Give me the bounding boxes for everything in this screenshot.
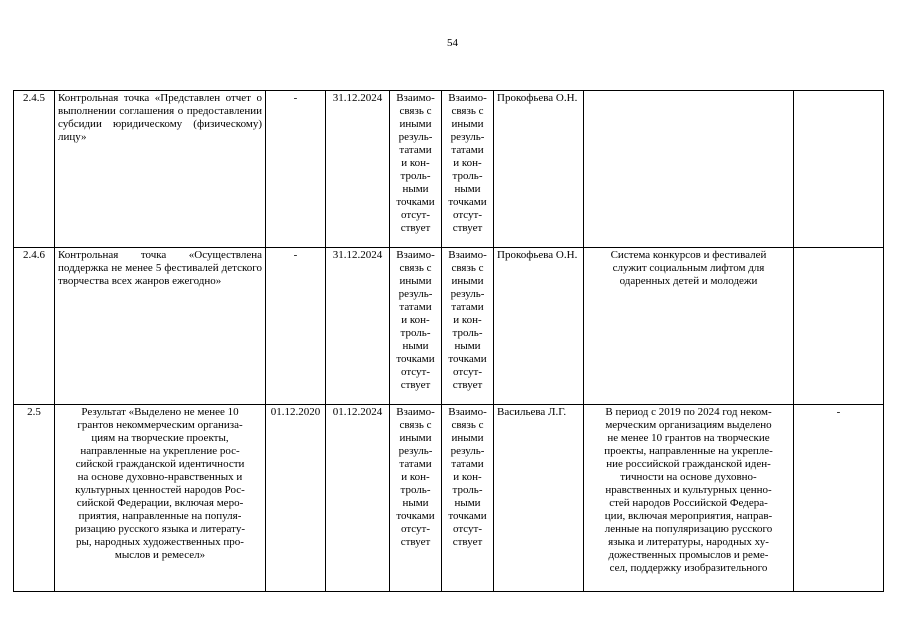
row-description (55, 405, 266, 592)
link-previous-line: и кон- (401, 157, 430, 169)
link-previous-line: ными (402, 340, 429, 352)
link-next-line: резуль- (450, 131, 485, 143)
link-previous-line: связь с (399, 105, 432, 117)
row-number-text: 2.4.5 (23, 92, 45, 104)
link-next-line: связь с (451, 105, 484, 117)
row-description-line: ры, народных художественных про- (76, 536, 244, 548)
link-previous-line: отсут- (400, 209, 430, 221)
end-date-text: 31.12.2024 (332, 92, 383, 104)
link-previous-line: ными (402, 497, 429, 509)
link-next-line: ными (454, 497, 481, 509)
row-description-line: на основе духовно-нравственных и (77, 471, 243, 483)
link-previous-line: ствует (400, 222, 431, 234)
row-description (55, 91, 266, 248)
link-previous-line: иными (399, 118, 432, 130)
link-next-line: ствует (452, 379, 483, 391)
extra-column (794, 248, 884, 405)
link-next-line: иными (451, 432, 484, 444)
result-description-line: сел, поддержку изобразительного (609, 562, 768, 574)
row-number (14, 248, 55, 405)
link-previous-line: Взаимо- (396, 249, 435, 261)
result-description-line: Система конкурсов и фестивалей (610, 249, 767, 261)
end-date (326, 405, 390, 592)
link-next-line: татами (451, 458, 484, 470)
result-description (584, 91, 794, 248)
row-description-line: приятия, направленные на популя- (78, 510, 242, 522)
link-next-line: ными (454, 183, 481, 195)
link-previous-line: татами (399, 301, 432, 313)
row-description-line: культурных ценностей народов Рос- (75, 484, 245, 496)
link-next (442, 405, 494, 592)
link-next (442, 248, 494, 405)
extra-column (794, 91, 884, 248)
start-date-text: 01.12.2020 (270, 406, 321, 418)
link-next-line: и кон- (453, 471, 482, 483)
link-previous-line: ствует (400, 536, 431, 548)
link-next-line: троль- (452, 327, 483, 339)
result-description-line: проекты, направленные на укрепле- (604, 445, 773, 457)
link-previous-line: точками (396, 353, 435, 365)
result-description-line: служит социальным лифтом для (612, 262, 765, 274)
link-next-line: резуль- (450, 445, 485, 457)
link-next-line: троль- (452, 484, 483, 496)
row-description-line: сийской Федерации, включая меро- (76, 497, 244, 509)
result-description-line: языка и литературы, народных ху- (608, 536, 769, 548)
link-next-line: связь с (451, 419, 484, 431)
link-previous-line: точками (396, 196, 435, 208)
link-previous-line: иными (399, 432, 432, 444)
link-next-line: точками (448, 510, 487, 522)
link-previous-line: и кон- (401, 314, 430, 326)
link-previous (390, 405, 442, 592)
result-description-line: ции, включая мероприятия, направ- (604, 510, 773, 522)
link-next-line: иными (451, 275, 484, 287)
link-previous-line: и кон- (401, 471, 430, 483)
result-description-line: нравственных и культурных ценно- (605, 484, 772, 496)
responsible-person (494, 405, 584, 592)
link-previous-line: резуль- (398, 288, 433, 300)
row-description-line: Результат «Выделено не менее 10 (81, 406, 239, 418)
result-description-line: ленные на популяризацию русского (604, 523, 773, 535)
link-previous (390, 91, 442, 248)
responsible-person-text: Прокофьева О.Н. (497, 92, 578, 104)
extra-column-text: - (836, 406, 841, 418)
link-next-line: ными (454, 340, 481, 352)
link-next-line: и кон- (453, 314, 482, 326)
responsible-person-text: Васильева Л.Г. (497, 406, 567, 418)
link-next-line: Взаимо- (448, 92, 487, 104)
end-date (326, 248, 390, 405)
row-description-line: направленные на укрепление рос- (80, 445, 240, 457)
row-number-text: 2.5 (27, 406, 41, 418)
link-previous-line: троль- (400, 484, 431, 496)
row-description-text: Контрольная точка «Представлен отчет о выполнении соглашения о предоставлении субсидии юридическому (физическому) лицу» (58, 92, 262, 143)
responsible-person (494, 91, 584, 248)
start-date (266, 91, 326, 248)
row-description-line: мыслов и ремесел» (114, 549, 206, 561)
link-next-line: резуль- (450, 288, 485, 300)
result-description-line: мерческим организациям выделено (605, 419, 772, 431)
row-description-line: циям на творческие проекты, (91, 432, 229, 444)
result-description (584, 248, 794, 405)
result-description-line: стей народов Российской Федера- (609, 497, 768, 509)
row-description-line: ризацию русского языка и литерату- (75, 523, 245, 535)
row-description (55, 248, 266, 405)
link-previous-line: Взаимо- (396, 92, 435, 104)
link-next-line: ствует (452, 222, 483, 234)
row-number (14, 91, 55, 248)
row-description-line: сийской гражданской идентичности (75, 458, 245, 470)
link-previous-line: троль- (400, 327, 431, 339)
table-row (14, 91, 884, 248)
result-description-line: не менее 10 грантов на творческие (607, 432, 770, 444)
start-date (266, 405, 326, 592)
result-description (584, 405, 794, 592)
row-description-text: Контрольная точка «Осуществлена поддержка не менее 5 фестивалей детского творчества всех жанров ежегодно» (58, 249, 262, 287)
responsible-person (494, 248, 584, 405)
link-next-line: связь с (451, 262, 484, 274)
link-next-line: иными (451, 118, 484, 130)
link-previous-line: татами (399, 144, 432, 156)
result-description-line: одаренных детей и молодежи (619, 275, 758, 287)
end-date-text: 31.12.2024 (332, 249, 383, 261)
start-date (266, 248, 326, 405)
link-previous-line: точками (396, 510, 435, 522)
link-previous-line: Взаимо- (396, 406, 435, 418)
link-next-line: татами (451, 144, 484, 156)
link-next-line: троль- (452, 170, 483, 182)
link-previous-line: резуль- (398, 445, 433, 457)
link-previous-line: резуль- (398, 131, 433, 143)
link-next-line: отсут- (452, 209, 482, 221)
start-date-text: - (293, 249, 298, 261)
result-description-line: ние российской гражданской иден- (606, 458, 771, 470)
link-previous-line: татами (399, 458, 432, 470)
link-previous-line: троль- (400, 170, 431, 182)
link-next-line: точками (448, 196, 487, 208)
link-previous-line: иными (399, 275, 432, 287)
end-date (326, 91, 390, 248)
extra-column (794, 405, 884, 592)
link-next-line: Взаимо- (448, 406, 487, 418)
row-description-line: грантов некоммерческим организа- (77, 419, 243, 431)
link-next-line: татами (451, 301, 484, 313)
link-next-line: и кон- (453, 157, 482, 169)
table-row (14, 405, 884, 592)
link-previous-line: ствует (400, 379, 431, 391)
link-previous-line: связь с (399, 262, 432, 274)
link-next-line: отсут- (452, 366, 482, 378)
link-previous-line: отсут- (400, 523, 430, 535)
table-row (14, 248, 884, 405)
responsible-person-text: Прокофьева О.Н. (497, 249, 578, 261)
row-number-text: 2.4.6 (23, 249, 45, 261)
result-description-line: дожественных промыслов и реме- (608, 549, 769, 561)
link-previous-line: отсут- (400, 366, 430, 378)
link-next-line: ствует (452, 536, 483, 548)
result-description-line: тичности на основе духовно- (620, 471, 757, 483)
page-number: 54 (447, 37, 458, 49)
link-next-line: отсут- (452, 523, 482, 535)
link-next (442, 91, 494, 248)
link-next-line: Взаимо- (448, 249, 487, 261)
link-previous-line: ными (402, 183, 429, 195)
end-date-text: 01.12.2024 (332, 406, 383, 418)
result-description-line: В период с 2019 по 2024 год неком- (605, 406, 772, 418)
plan-table (13, 90, 884, 592)
link-previous-line: связь с (399, 419, 432, 431)
row-number (14, 405, 55, 592)
link-next-line: точками (448, 353, 487, 365)
link-previous (390, 248, 442, 405)
start-date-text: - (293, 92, 298, 104)
